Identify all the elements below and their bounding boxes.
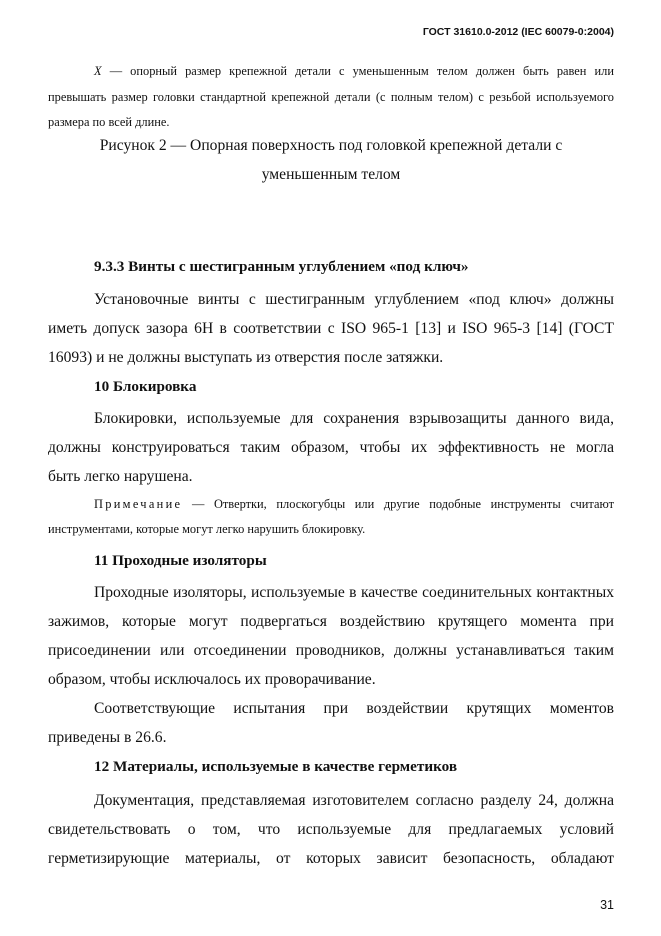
- figure-legend-note: [48, 59, 614, 136]
- section-heading-9-3-3: 9.3.3 Винты с шестигранным углублением «под ключ»: [94, 258, 469, 275]
- paragraph-line: должны конструироваться таким образом, чтобы их эффективность не могла: [48, 439, 614, 456]
- paragraph-11-2: [48, 694, 614, 752]
- paragraph-line: Установочные винты с шестигранным углублением «под ключ» должны: [94, 291, 614, 308]
- paragraph-line: герметизирующие материалы, от которых зависит безопасность, обладают: [48, 850, 614, 867]
- caption-line-1: Рисунок 2 — Опорная поверхность под головкой крепежной детали с: [99, 137, 563, 154]
- note-line-2: инструментами, которые могут легко нарушить блокировку.: [48, 522, 366, 536]
- paragraph-line: Проходные изоляторы, используемые в качестве соединительных контактных: [94, 584, 614, 601]
- legend-line-3: размера по всей длине.: [48, 115, 170, 129]
- paragraph-line: приведены в 26.6.: [48, 729, 167, 746]
- paragraph-line: Документация, представляемая изготовителем согласно разделу 24, должна: [94, 792, 614, 809]
- document-header: ГОСТ 31610.0-2012 (IEC 60079-0:2004): [422, 26, 614, 38]
- page-number: 31: [600, 898, 614, 912]
- paragraph-line: присоединении или отсоединении проводников, должны устанавливаться таким: [48, 642, 614, 659]
- paragraph-line: образом, чтобы исключалось их проворачивание.: [48, 671, 376, 688]
- figure-caption: [48, 131, 614, 189]
- paragraph-line: иметь допуск зазора 6H в соответствии с ISO 965-1 [13] и ISO 965-3 [14] (ГОСТ: [48, 320, 614, 337]
- paragraph-12: [48, 786, 614, 873]
- note-10: [48, 492, 614, 542]
- paragraph-11-1: [48, 578, 614, 694]
- paragraph-9-3-3: [48, 285, 614, 372]
- paragraph-line: зажимов, которые могут подвергаться воздействию крутящего момента при: [48, 613, 614, 630]
- note-label: Примечание: [94, 497, 183, 511]
- note-line-1: [48, 492, 614, 517]
- note-text-1: — Отвертки, плоскогубцы или другие подобные инструменты считают: [191, 497, 614, 511]
- paragraph-line: свидетельствовать о том, что используемые для предлагаемых условий: [48, 821, 614, 838]
- section-heading-10: 10 Блокировка: [94, 378, 197, 395]
- section-heading-12: 12 Материалы, используемые в качестве герметиков: [94, 758, 458, 775]
- legend-variable: X: [94, 64, 102, 78]
- legend-line-1: [48, 59, 614, 85]
- paragraph-line: Соответствующие испытания при воздействии крутящих моментов: [94, 700, 614, 717]
- legend-text-1: — опорный размер крепежной детали с уменьшенным телом должен быть равен или: [109, 64, 614, 78]
- paragraph-10: [48, 404, 614, 491]
- legend-line-2: превышать размер головки стандартной крепежной детали (с полным телом) с резьбой используемого: [48, 89, 614, 104]
- paragraph-line: Блокировки, используемые для сохранения взрывозащиты данного вида,: [94, 410, 614, 427]
- paragraph-line: быть легко нарушена.: [48, 468, 193, 485]
- section-heading-11: 11 Проходные изоляторы: [94, 552, 267, 569]
- paragraph-line: 16093) и не должны выступать из отверстия после затяжки.: [48, 349, 444, 366]
- caption-line-2: уменьшенным телом: [261, 166, 401, 183]
